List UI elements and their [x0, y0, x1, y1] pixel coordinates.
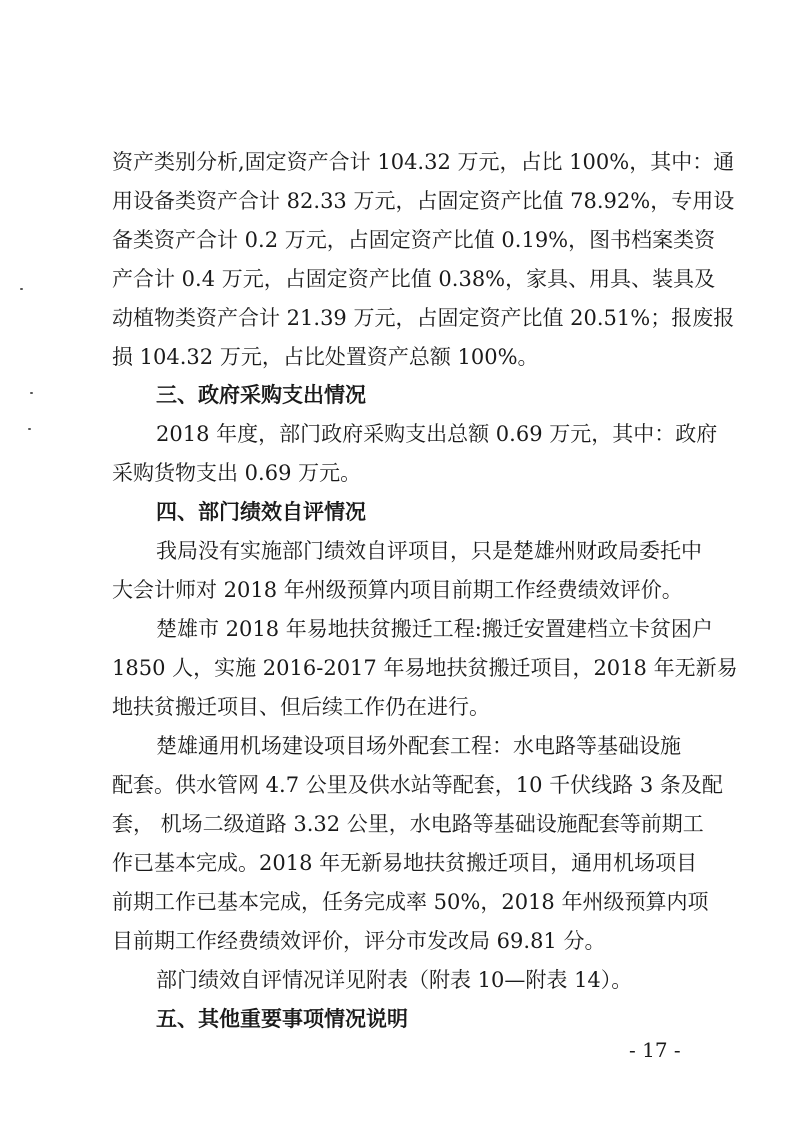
section-heading: 四、部门绩效自评情况	[156, 500, 366, 524]
body-line: 部门绩效自评情况详见附表（附表 10—附表 14）。	[156, 968, 633, 992]
scan-speck	[30, 392, 33, 394]
section-heading: 五、其他重要事项情况说明	[156, 1007, 408, 1031]
body-line: 损 104.32 万元，占比处置资产总额 100%。	[112, 345, 539, 369]
body-line: 采购货物支出 0.69 万元。	[112, 461, 362, 485]
body-line: 作已基本完成。2018 年无新易地扶贫搬迁项目，通用机场项目	[112, 851, 698, 875]
body-line: 地扶贫搬迁项目、但后续工作仍在进行。	[112, 695, 490, 719]
body-line: 大会计师对 2018 年州级预算内项目前期工作经费绩效评价。	[112, 578, 683, 602]
body-line: 目前期工作经费绩效评价，评分市发改局 69.81 分。	[112, 929, 606, 953]
scan-speck	[28, 428, 31, 430]
scan-speck	[20, 288, 23, 290]
body-line: 1850 人，实施 2016-2017 年易地扶贫搬迁项目，2018 年无新易	[112, 656, 738, 680]
body-line: 2018 年度，部门政府采购支出总额 0.69 万元，其中：政府	[156, 422, 718, 446]
body-line: 前期工作已基本完成，任务完成率 50%，2018 年州级预算内项	[112, 890, 709, 914]
body-line: 产合计 0.4 万元，占固定资产比值 0.38%，家具、用具、装具及	[112, 267, 716, 291]
section-heading: 三、政府采购支出情况	[156, 383, 366, 407]
body-line: 楚雄通用机场建设项目场外配套工程：水电路等基础设施	[156, 734, 681, 758]
body-line: 动植物类资产合计 21.39 万元，占固定资产比值 20.51%；报废报	[112, 306, 735, 330]
body-line: 资产类别分析,固定资产合计 104.32 万元，占比 100%，其中：通	[112, 150, 735, 174]
page-number: - 17 -	[629, 1038, 681, 1062]
body-line: 用设备类资产合计 82.33 万元，占固定资产比值 78.92%，专用设	[112, 189, 735, 213]
body-line: 楚雄市 2018 年易地扶贫搬迁工程:搬迁安置建档立卡贫困户	[156, 617, 713, 641]
body-line: 套， 机场二级道路 3.32 公里，水电路等基础设施配套等前期工	[112, 812, 704, 836]
body-line: 我局没有实施部门绩效自评项目，只是楚雄州财政局委托中	[156, 539, 702, 563]
body-line: 备类资产合计 0.2 万元，占固定资产比值 0.19%，图书档案类资	[112, 228, 716, 252]
body-line: 配套。供水管网 4.7 公里及供水站等配套，10 千伏线路 3 条及配	[112, 773, 723, 797]
